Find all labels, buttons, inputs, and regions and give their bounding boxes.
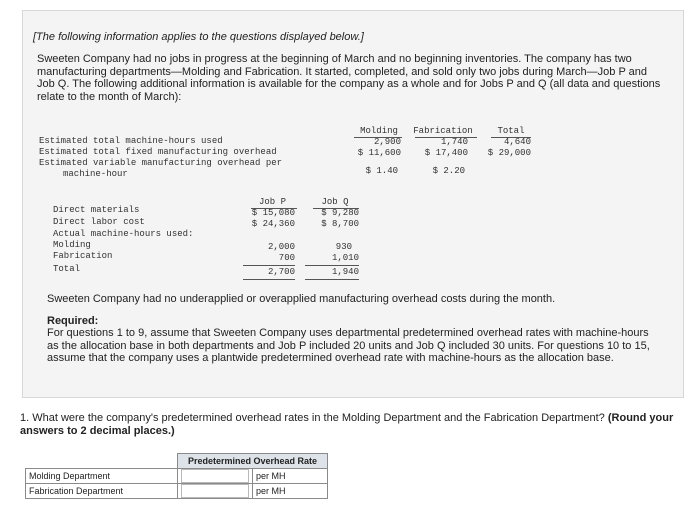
header-fabrication: Fabrication [413, 126, 473, 136]
cell-dm-p: $ 15,080 [251, 208, 295, 218]
cell-dl-p: $ 24,360 [251, 219, 295, 229]
question-1 [20, 412, 680, 437]
answer-row-molding [26, 469, 328, 484]
unit-molding: per MH [253, 469, 328, 484]
cell-total-p: 2,700 [267, 267, 295, 277]
cell-fabrication-q: 1,010 [331, 253, 359, 263]
cell-fixed-total: $ 29,000 [487, 148, 531, 158]
cell-dm-q: $ 9,280 [321, 208, 359, 218]
cell-mh-molding: 2,900 [373, 137, 401, 147]
label-total: Total [53, 264, 81, 274]
header-total: Total [497, 126, 525, 136]
label-molding: Molding [53, 240, 91, 250]
cell-dl-q: $ 8,700 [321, 219, 359, 229]
unit-fabrication: per MH [253, 484, 328, 499]
overhead-note: Sweeten Company had no underapplied or overapplied manufacturing overhead costs during the month. [47, 293, 556, 305]
cell-fixed-molding: $ 11,600 [357, 148, 401, 158]
row-label-machine-hours: Estimated total machine-hours used [39, 136, 223, 146]
label-direct-materials: Direct materials [53, 205, 140, 215]
cell-variable-fabrication: $ 2.20 [432, 166, 465, 176]
row-label-variable-overhead-cont: machine-hour [63, 169, 128, 179]
header-molding: Molding [360, 126, 398, 136]
row-label-variable-overhead: Estimated variable manufacturing overhead per [39, 158, 283, 168]
info-panel [22, 10, 684, 398]
cell-fabrication-p: 700 [278, 253, 295, 263]
answer-label-fabrication: Fabrication Department [26, 484, 178, 499]
cell-total-q: 1,940 [331, 267, 359, 277]
molding-rate-input[interactable] [181, 469, 249, 483]
cell-molding-q: 930 [335, 242, 352, 252]
header-job-q: Job Q [321, 197, 349, 207]
header-job-p: Job P [258, 197, 286, 207]
required-text: For questions 1 to 9, assume that Sweeten Company uses departmental predetermined overhead rates with machine-hours as the allocation base in both departments and Job P included 20 units and Job Q included 30 units. For questions 10 to 15, assume that the company uses a plantwide predetermined overhead rate with machine-hours as the allocation base. [47, 327, 650, 364]
intro-text: [The following information applies to the questions displayed below.] [33, 31, 364, 43]
company-description: Sweeten Company had no jobs in progress at the beginning of March and no beginning inventories. The company has two manufacturing departments—Molding and Fabrication. It started, completed, and sold only two jobs during March—Job P and Job Q. The following additional information is available for the company as a whole and for Jobs P and Q (all data and questions relate to the month of March): [37, 53, 661, 103]
cell-mh-total: 4,640 [503, 137, 531, 147]
fabrication-rate-input[interactable] [181, 484, 249, 498]
label-direct-labor: Direct labor cost [53, 217, 145, 227]
label-actual-mh: Actual machine-hours used: [53, 229, 194, 239]
answer-table [25, 453, 328, 499]
answer-table-header: Predetermined Overhead Rate [178, 454, 328, 469]
label-fabrication: Fabrication [53, 251, 113, 261]
answer-row-fabrication [26, 484, 328, 499]
cell-mh-fabrication: 1,740 [440, 137, 468, 147]
question-text: 1. What were the company's predetermined overhead rates in the Molding Department and the Fabrication Department? [20, 412, 605, 424]
answer-label-molding: Molding Department [26, 469, 178, 484]
required-label: Required: [47, 315, 99, 327]
row-label-fixed-overhead: Estimated total fixed manufacturing overhead [39, 147, 277, 157]
cell-molding-p: 2,000 [267, 242, 295, 252]
question-instruction: (Round your answers to 2 decimal places.) [20, 412, 674, 437]
cell-fixed-fabrication: $ 17,400 [424, 148, 468, 158]
cell-variable-molding: $ 1.40 [365, 166, 398, 176]
